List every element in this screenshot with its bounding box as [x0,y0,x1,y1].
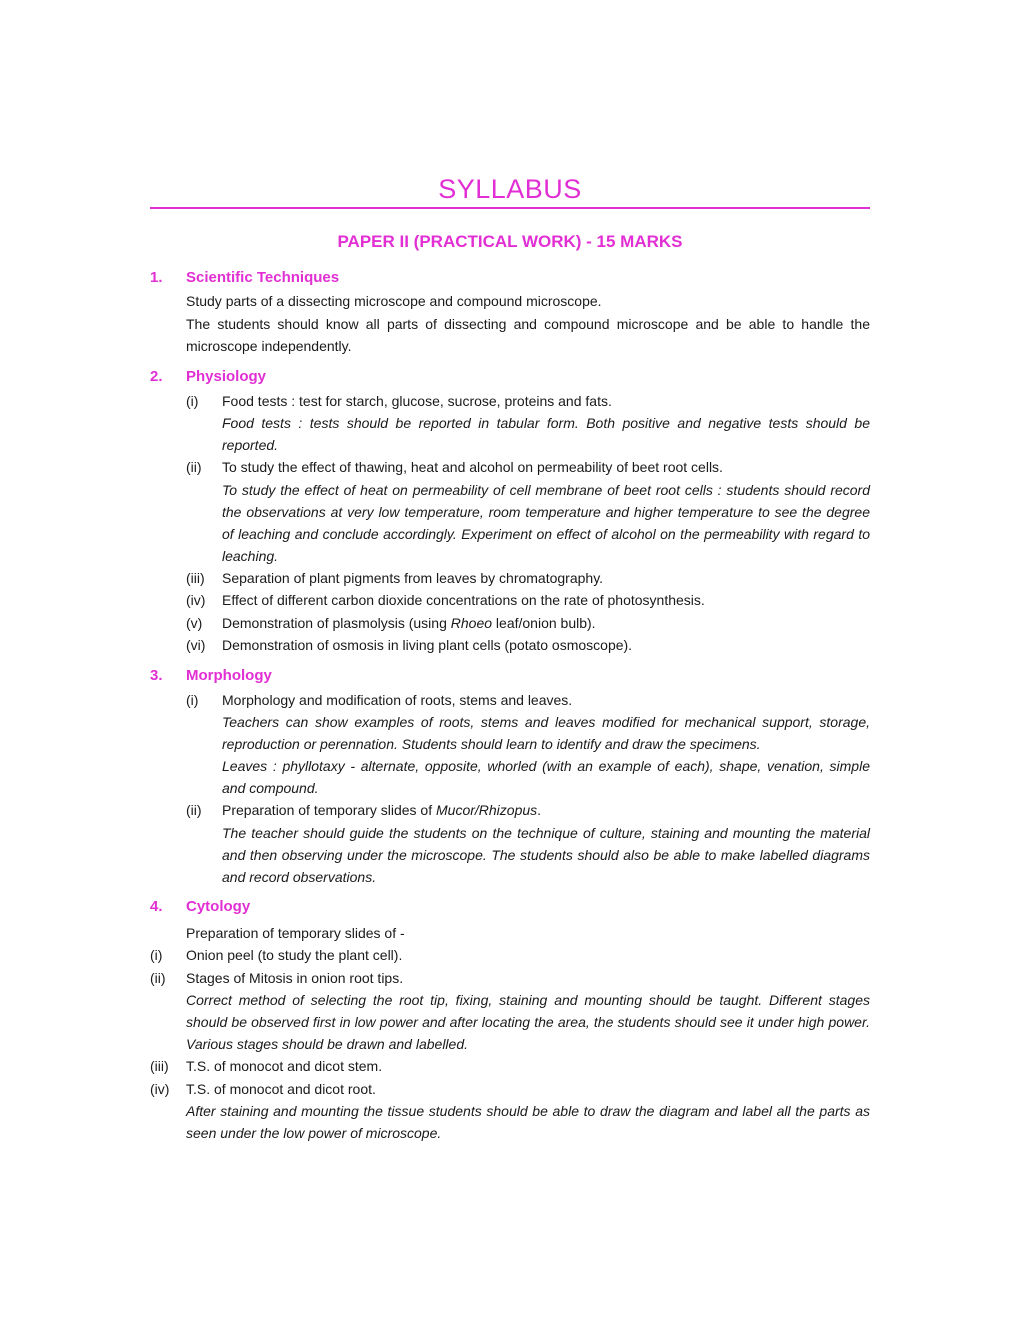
item-note: After staining and mounting the tissue students should be able to draw the diagram and label all the parts as seen under the low power of microscope. [186,1103,870,1141]
section-number: 1. [150,268,163,286]
list-item [186,589,870,612]
syllabus-content [150,266,870,1152]
item-text: Separation of plant pigments from leaves by chromatography. [222,569,604,586]
list-item [186,634,870,657]
item-number: (iv) [186,592,206,608]
item-text-start: Preparation of temporary slides of [222,802,436,818]
item-note: The teacher should guide the students on the technique of culture, staining and mounting the material and then observing under the microscope. The students should also be able to make labelled diagrams and record observations. [222,824,870,885]
page-title: SYLLABUS [438,174,582,204]
species-name: Rhoeo [450,614,493,631]
section-title: Morphology [186,667,272,684]
item-number: (v) [186,614,203,631]
title-divider [150,207,870,209]
paper-subtitle: PAPER II (PRACTICAL WORK) - 15 MARKS [337,232,683,251]
species-name: Mucor/Rhizopus [436,802,538,818]
item-note: Food tests : tests should be reported in tabular form. Both positive and negative tests should be reported. [222,415,870,453]
item-text: Effect of different carbon dioxide concentrations on the rate of photosynthesis. [222,592,705,608]
item-text: T.S. of monocot and dicot root. [186,1080,376,1097]
item-text: T.S. of monocot and dicot stem. [186,1058,383,1074]
item-text: Onion peel (to study the plant cell). [186,947,403,963]
list-item [150,967,870,1056]
item-text: Food tests : test for starch, glucose, sucrose, proteins and fats. [222,392,612,409]
item-text-start: Demonstration of plasmolysis (using [222,614,451,631]
list-item [186,456,870,567]
list-item [150,1078,870,1145]
item-note: Leaves : phyllotaxy - alternate, opposite, whorled (with an example of each), shape, venation, simple and compound. [222,758,870,796]
section-scientific-techniques [150,266,870,358]
item-note: Correct method of selecting the root tip, fixing, staining and mounting should be taught. Different stages should be observed first in low power and after locating the area, the students should see it under high power. Various stages should be drawn and labelled. [186,992,870,1052]
item-number: (i) [186,392,199,409]
section-title: Physiology [186,368,267,385]
list-item [150,944,870,967]
list-item [186,689,870,800]
paragraph: The students should know all parts of dissecting and compound microscope and be able to handle the microscope independently. [186,315,870,354]
item-number: (ii) [150,969,166,986]
section-number: 4. [150,898,163,915]
item-note: Teachers can show examples of roots, stems and leaves modified for mechanical support, storage, reproduction or perennation. Students should learn to identify and draw the specimens. [222,714,870,752]
section-physiology [150,366,870,657]
item-text: Demonstration of osmosis in living plant cells (potato osmoscope). [222,637,633,653]
section-number: 2. [150,368,163,385]
item-text: To study the effect of thawing, heat and alcohol on permeability of beet root cells. [222,459,723,475]
item-number: (iii) [150,1058,169,1074]
item-text: Stages of Mitosis in onion root tips. [186,969,404,986]
section-title: Cytology [186,898,251,915]
item-note: To study the effect of heat on permeability of cell membrane of beet root cells : students should record the observations at very low temperature, room temperature and higher temperature to see the degree of leaching and conclude accordingly. Experiment on effect of alcohol on the permeability with regard to leaching. [222,481,870,564]
item-number: (vi) [186,637,206,653]
section-intro: Preparation of temporary slides of - [186,924,405,941]
item-number: (iii) [186,569,205,586]
section-cytology [150,896,870,1145]
list-item [150,1055,870,1078]
item-number: (iv) [150,1080,170,1097]
section-morphology [150,665,870,888]
item-text: Morphology and modification of roots, stems and leaves. [222,691,573,708]
list-item [186,567,870,590]
section-number: 3. [150,667,163,684]
item-text-end: . [537,802,542,818]
item-number: (i) [186,691,199,708]
item-text-end: leaf/onion bulb). [492,614,596,631]
item-text [222,799,870,822]
list-item [186,390,870,457]
section-title: Scientific Techniques [186,268,340,286]
item-number: (i) [150,947,163,963]
item-number: (ii) [186,459,202,475]
item-text [222,612,870,635]
list-item [186,799,870,888]
item-number: (ii) [186,802,202,818]
list-item [186,612,870,635]
paragraph: Study parts of a dissecting microscope and compound microscope. [186,293,602,309]
